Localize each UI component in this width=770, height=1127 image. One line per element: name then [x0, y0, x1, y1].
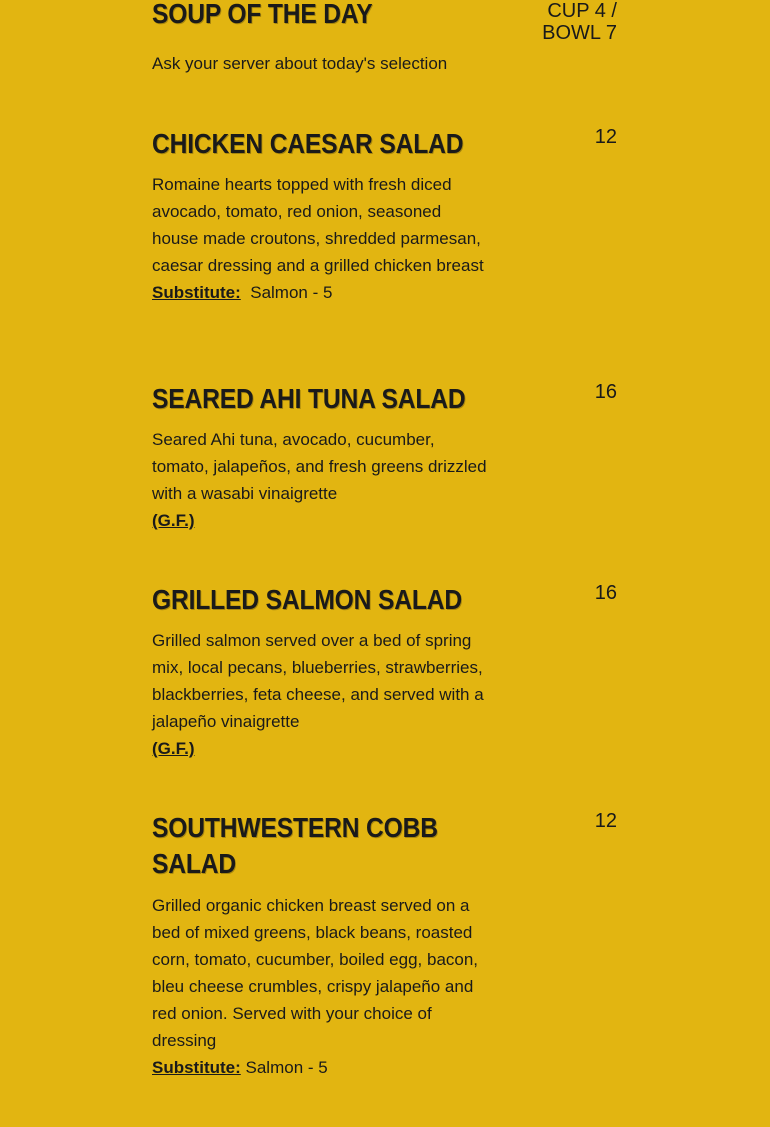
item-price: 16 [594, 381, 617, 403]
item-title: GRILLED SALMON SALAD [152, 584, 462, 615]
substitute-value: Salmon - 5 [245, 1058, 328, 1077]
item-title: SOUP OF THE DAY [152, 0, 373, 29]
gluten-free-tag: (G.F.) [152, 511, 195, 530]
substitute-label: Substitute: [152, 283, 241, 302]
item-price: 12 [594, 810, 617, 832]
substitute-line [152, 1054, 328, 1081]
item-title: SEARED AHI TUNA SALAD [152, 383, 466, 414]
gluten-free-tag: (G.F.) [152, 739, 195, 758]
item-description: Ask your server about today's selection [152, 54, 448, 73]
menu-item-chicken-caesar [152, 126, 617, 316]
substitute-label: Substitute: [152, 1058, 241, 1077]
item-price: 12 [594, 126, 617, 148]
substitute-value: Salmon - 5 [250, 283, 333, 302]
item-title: CHICKEN CAESAR SALAD [152, 128, 464, 159]
item-description: Romaine hearts topped with fresh diced avocado, tomato, red onion, seasoned house made croutons, shredded parmesan, caesar dressing and a grilled chicken breast [152, 175, 484, 275]
item-description: Seared Ahi tuna, avocado, cucumber, tomato, jalapeños, and fresh greens drizzled with a wasabi vinaigrette [152, 430, 487, 503]
menu-item-soup [152, 0, 617, 86]
substitute-line [152, 279, 332, 306]
menu-item-ahi-tuna [152, 381, 617, 541]
item-price: 16 [594, 582, 617, 604]
item-title: SOUTHWESTERN COBB SALAD [152, 812, 438, 879]
menu-item-grilled-salmon [152, 582, 617, 772]
item-description: Grilled organic chicken breast served on a bed of mixed greens, black beans, roasted corn, tomato, cucumber, boiled egg, bacon, bleu cheese crumbles, crispy jalapeño and red onion. Served with your choice of dressing [152, 896, 479, 1050]
menu-item-southwestern-cobb [152, 810, 617, 1090]
item-description: Grilled salmon served over a bed of spring mix, local pecans, blueberries, strawberries, blackberries, feta cheese, and served with a jalapeño vinaigrette [152, 631, 484, 731]
item-price: CUP 4 / BOWL 7 [542, 0, 617, 44]
